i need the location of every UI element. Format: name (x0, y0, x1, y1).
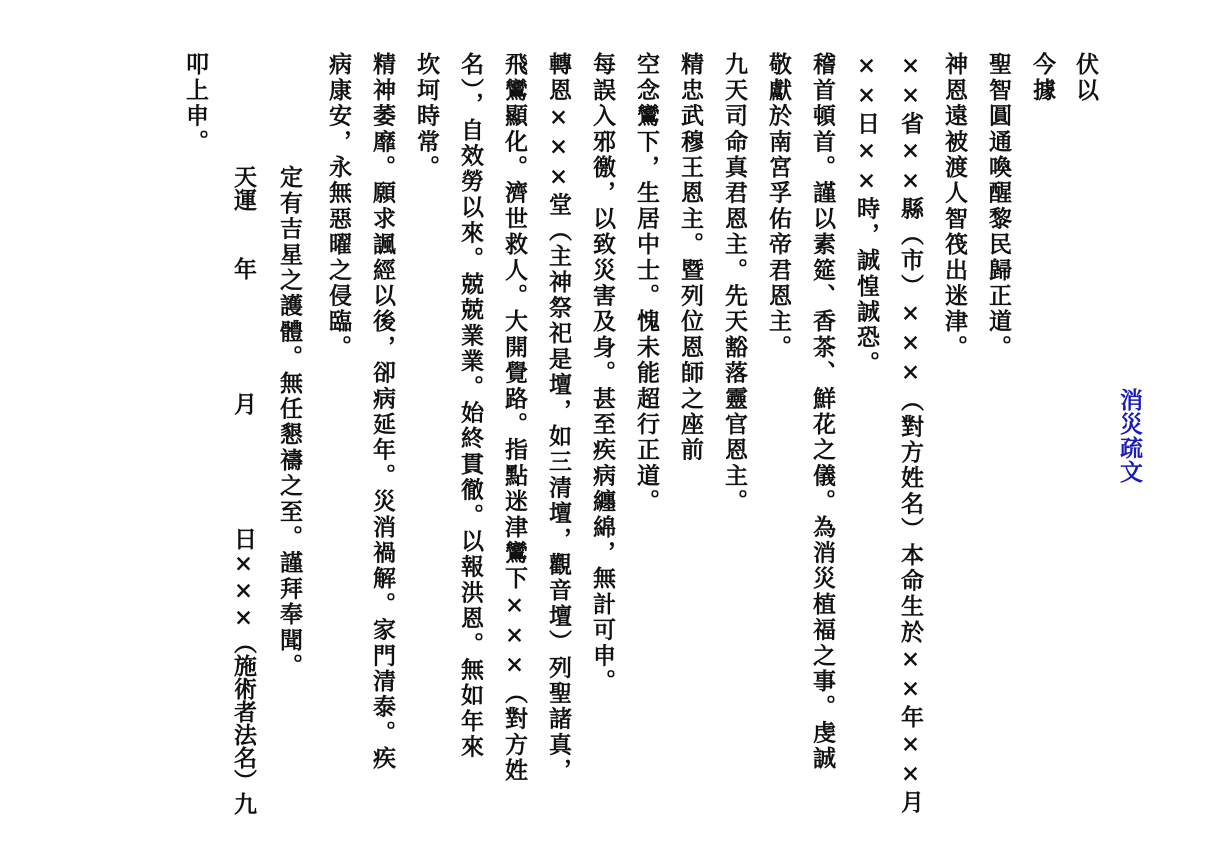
text-column-20: 叩上申。 (182, 52, 209, 155)
date-line (230, 165, 256, 815)
text-column-2: 聖智圓通喚醒黎民歸正道。 (985, 52, 1012, 361)
text-column-5: ××省××縣（市）×××（對方姓名）本命生於××年××月 (897, 52, 924, 816)
text-column-8: 敬獻於南宮孚佑帝君恩主。 (765, 52, 792, 361)
text-column-13: 轉恩×××堂（主神祭祀是壇，如三清壇，觀音壇）列聖諸真， (545, 52, 572, 784)
text-column-12: 每誤入邪徼，以致災害及身。甚至疾病纏綿，無計可申。 (589, 52, 616, 695)
text-column-9: 九天司命真君恩主。先天豁落靈官恩主。 (721, 52, 748, 515)
text-column-17: 精神萎靡。願求諷經以後，卻病延年。災消禍解。家門清泰。疾 (369, 52, 396, 772)
text-column-11: 空念鸞下，生居中士。愧未能超行正道。 (633, 52, 660, 515)
text-column-3: 神恩遠被渡人智筏出迷津。 (941, 52, 968, 361)
date-day: 日×××（施術者法名）九 (230, 527, 257, 815)
date-year: 天運 年 (230, 165, 257, 280)
date-month: 月 (230, 392, 257, 415)
text-column-14: 飛鸞顯化。濟世救人。大開覺路。指點迷津鸞下×××（對方姓 (501, 52, 528, 784)
text-column-10: 精忠武穆王恩主。暨列位恩師之座前 (677, 52, 704, 464)
text-column-6: ××日××時，誠惶誠恐。 (853, 52, 880, 377)
text-column-15: 名），自效勞以來。兢兢業業。始終貫徹。以報洪恩。無如年來 (457, 52, 484, 761)
text-column-16: 坎坷時常。 (413, 52, 440, 181)
text-column-7: 稽首頓首。謹以素筵、香茶、鮮花之儀。為消災植福之事。虔誠 (809, 52, 836, 772)
text-column-1: 伏以 (1072, 52, 1099, 104)
document-title: 消災疏文 (1116, 388, 1143, 484)
text-column-19: 定有吉星之護體。無任懇禱之至。謹拜奉聞。 (276, 165, 303, 679)
text-column-4: 今據 (1029, 52, 1056, 104)
text-column-18: 病康安，永無惡曜之侵臨。 (325, 52, 352, 361)
